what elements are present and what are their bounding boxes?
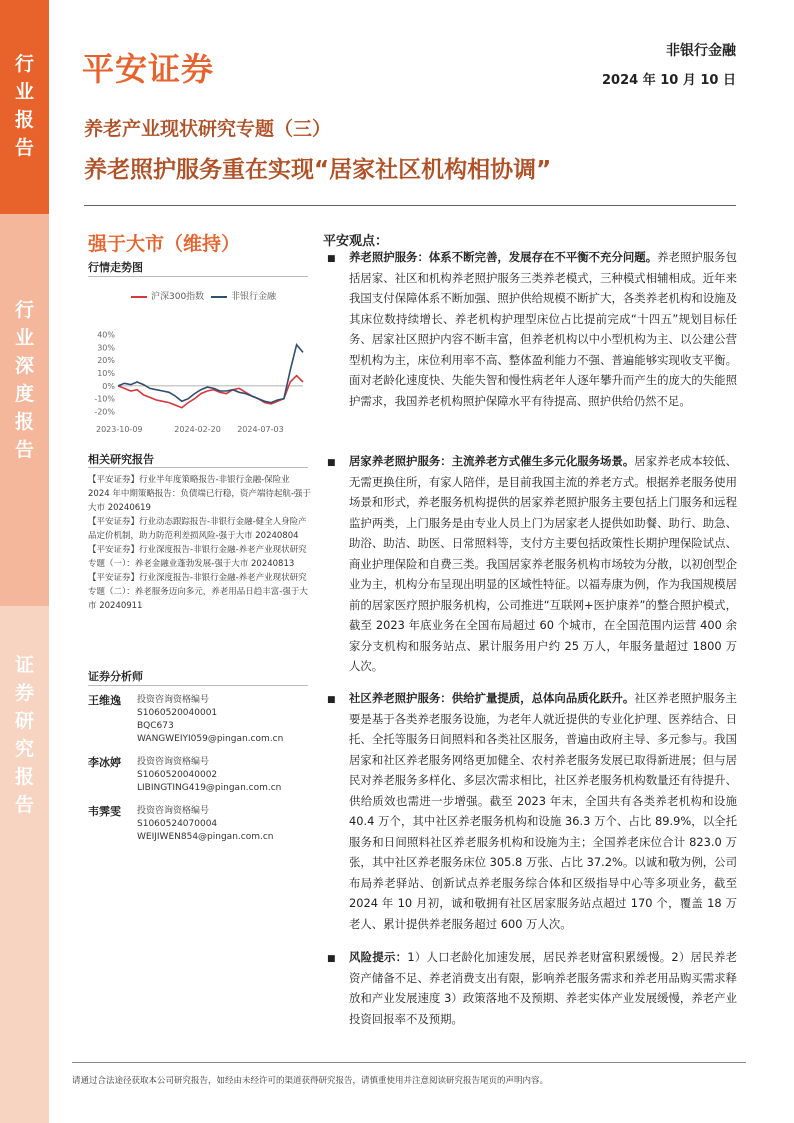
series-line-nonbank — [118, 345, 303, 403]
viewpoint-body-text: 养老照护服务包括居家、社区和机构养老照护服务三类养老模式，三种模式相辅相成。近年来我国支付保障体系不断加强、照护供给规模不断扩大，各类养老机构和设施及其床位数持续增长、养老机构护理型床位占比提前完成“十四五”规划目标任务、居家社区照护内容不断丰富，但养老机构以中小型机构为主、以公建公营型机构为主，床位利用率不高、整体盈利能力不强、普遍能够实现收支平衡。面对老龄化速度快、失能失智和慢性病老年人逐年攀升而产生的庞大的失能照护需求，我国养老机构照护保障水平有待提高、照护供给仍然不足。 — [349, 250, 737, 408]
reports-section-label: 相关研究报告 — [88, 453, 154, 466]
market-trend-chart — [88, 322, 313, 437]
analyst-card — [88, 694, 318, 746]
report-subtitle: 养老产业现状研究专题（三） — [84, 118, 332, 140]
analyst-license-label: 投资咨询资格编号 — [137, 757, 210, 767]
viewpoint-heading-text: 社区养老照护服务：供给扩量提质，总体向品质化跃升。 — [349, 691, 635, 705]
analysts-section-label: 证券分析师 — [88, 670, 143, 683]
sidebar-report-subtype: 行 业 深 度 报 告 — [14, 299, 34, 461]
analyst-license-number: S1060520040002 — [137, 770, 218, 780]
page-title: 养老照护服务重在实现“居家社区机构相协调” — [84, 157, 552, 183]
related-reports-list — [88, 473, 312, 613]
analyst-email[interactable]: WEIJIWEN854@pingan.com.cn — [137, 832, 274, 842]
viewpoint-paragraph — [349, 451, 737, 677]
x-tick-label: 2024-07-03 — [237, 425, 284, 434]
analyst-license-number: S1060520040001 — [137, 708, 218, 718]
analyst-license-label: 投资咨询资格编号 — [137, 695, 210, 705]
analyst-license-label: 投资咨询资格编号 — [137, 806, 210, 816]
related-report-item[interactable]: 【平安证券】行业动态跟踪报告-非银行金融-健全人身险产品定价机制，助力防范利差损风险-强于大市 20240804 — [88, 517, 307, 541]
analyst-email[interactable]: LIBINGTING419@pingan.com.cn — [137, 783, 282, 793]
y-tick-label: 20% — [97, 356, 115, 366]
analysts-section-rule — [88, 685, 308, 686]
related-report-item[interactable]: 【平安证券】行业深度报告-非银行金融-养老产业现状研究专题（一）：养老金融业蓬勃发展-强于大市 20240813 — [88, 545, 307, 569]
y-tick-label: 30% — [97, 343, 115, 353]
risk-paragraph — [349, 947, 737, 1029]
x-tick-label: 2023-10-09 — [96, 425, 143, 434]
legend-swatch-nonbank — [211, 296, 227, 298]
analyst-card — [88, 805, 318, 844]
y-tick-label: 10% — [97, 369, 115, 378]
bullet-icon: ■ — [327, 254, 336, 264]
report-date: 2024 年 10 月 10 日 — [602, 73, 736, 88]
related-report-item[interactable]: 【平安证券】行业深度报告-非银行金融-养老产业现状研究专题（二）：养老服务迈向多元，养老用品日趋丰富-强于大市 20240911 — [88, 573, 308, 611]
analyst-card — [88, 756, 318, 795]
y-tick-label: -20% — [94, 407, 115, 417]
bullet-icon: ■ — [327, 458, 336, 468]
sidebar-report-category: 证 券 研 究 报 告 — [14, 654, 34, 816]
chart-section-rule — [88, 276, 308, 277]
legend-label-hs300: 沪深300指数 — [151, 292, 205, 302]
legend-item-nonbank — [211, 289, 276, 302]
bullet-icon: ■ — [327, 954, 336, 964]
title-divider — [84, 205, 736, 206]
viewpoint-heading-text: 居家养老照护服务：主流养老方式催生多元化服务场景。 — [349, 454, 635, 468]
y-tick-label: 0% — [102, 381, 115, 391]
analyst-name: 韦霁雯 — [88, 805, 121, 818]
viewpoint-paragraph — [349, 688, 737, 934]
viewpoint-heading-text: 养老照护服务：体系不断完善，发展存在不平衡不充分问题。 — [349, 250, 658, 264]
rating-label: 强于大市（维持） — [88, 233, 241, 255]
analyst-email[interactable]: WANGWEIYI059@pingan.com.cn — [137, 734, 284, 744]
legend-label-nonbank: 非银行金融 — [231, 292, 277, 302]
viewpoint-paragraph — [349, 247, 737, 411]
sidebar-report-type: 行 业 报 告 — [14, 53, 34, 159]
sector-label: 非银行金融 — [666, 43, 736, 59]
footer-divider — [72, 1062, 746, 1063]
bullet-icon: ■ — [327, 695, 336, 705]
y-tick-label: 40% — [97, 330, 115, 340]
y-tick-label: -10% — [94, 394, 115, 404]
legend-swatch-hs300 — [131, 296, 147, 298]
analyst-license-code: BQC673 — [137, 721, 174, 731]
chart-section-label: 行情走势图 — [88, 261, 143, 274]
legend-item-hs300 — [131, 289, 204, 302]
analyst-name: 王维逸 — [88, 694, 121, 707]
company-logo: 平安证券 — [82, 50, 215, 88]
x-tick-label: 2024-02-20 — [174, 425, 221, 434]
viewpoint-heading: 平安观点： — [323, 234, 389, 249]
analyst-name: 李冰婷 — [88, 756, 121, 769]
analyst-license-number: S1060524070004 — [137, 819, 218, 829]
reports-section-rule — [88, 467, 308, 468]
viewpoint-body-text: 社区养老照护服务主要是基于各类养老服务设施，为老年人就近提供的专业化护理、医养结合、日托、全托等服务日间照料和各类社区服务，普遍由政府主导、多元参与。我国居家和社区养老服务网络更加健全、农村养老服务发展已取得新进展；但与居民对养老服务多样化、多层次需求相比，社区养老服务机构数量还有待提升、供给质效也需进一步增强。截至 2023 年末，全国共有各类养老机构和设施 40.4 万个，其中社区养老服务机构和设施 36.3 万个、占比 89.9%，以全托服务和日间照料社区养老服务机构和设施为主；全国养老床位合计 823.0 万张，其中社区养老服务床位 305.8 万张、占比 37.2%。以诚和敬为例，公司布局养老驿站、创新试点养老服务综合体和区级指导中心等多项业务，截至 2024 年 10 月初，诚和敬拥有社区居家服务站点超过 170 个，覆盖 18 万老人、累计提供养老服务超过 600 万人次。 — [349, 691, 737, 931]
related-report-item[interactable]: 【平安证券】行业半年度策略报告-非银行金融-保险业 2024 年中期策略报告：负债端已行稳，资产端待起航-强于大市 20240619 — [88, 475, 311, 513]
risk-heading-text: 风险提示： — [349, 950, 408, 964]
series-line-hs300 — [118, 376, 303, 408]
risk-body-text: 1）人口老龄化加速发展，居民养老财富积累缓慢。2）居民养老资产储备不足、养老消费支出有限，影响养老服务需求和养老用品购买需求释放和产业发展速度 3）政策落地不及预期、养老实体产业发展缓慢，养老产业投资回报率不及预期。 — [349, 950, 737, 1026]
footer-disclaimer: 请通过合法途径获取本公司研究报告，如经由未经许可的渠道获得研究报告，请慎重使用并注意阅读研究报告尾页的声明内容。 — [72, 1076, 549, 1086]
viewpoint-body-text: 居家养老成本较低、无需更换住所，有家人陪伴，是目前我国主流的养老方式。根据养老服务使用场景和形式，养老服务机构提供的居家养老照护服务主要包括上门服务和远程监护两类，上门服务是由专业人员上门为居家老人提供如助餐、助行、助急、助浴、助洁、助医、日常照料等，支付方主要包括政策性长期护理保险试点、商业护理保险和自费三类。我国居家养老服务机构市场较为分散，以初创型企业为主，机构分布呈现出明显的区域性特征。以福寿康为例，作为我国规模居前的居家医疗照护服务机构，公司推进“互联网+医护康养”的整合照护模式，截至 2023 年底业务在全国布局超过 60 个城市，在全国范围内运营 400 余家分支机构和服务站点、累计服务用户约 25 万人，年服务量超过 1800 万人次。 — [349, 454, 737, 673]
